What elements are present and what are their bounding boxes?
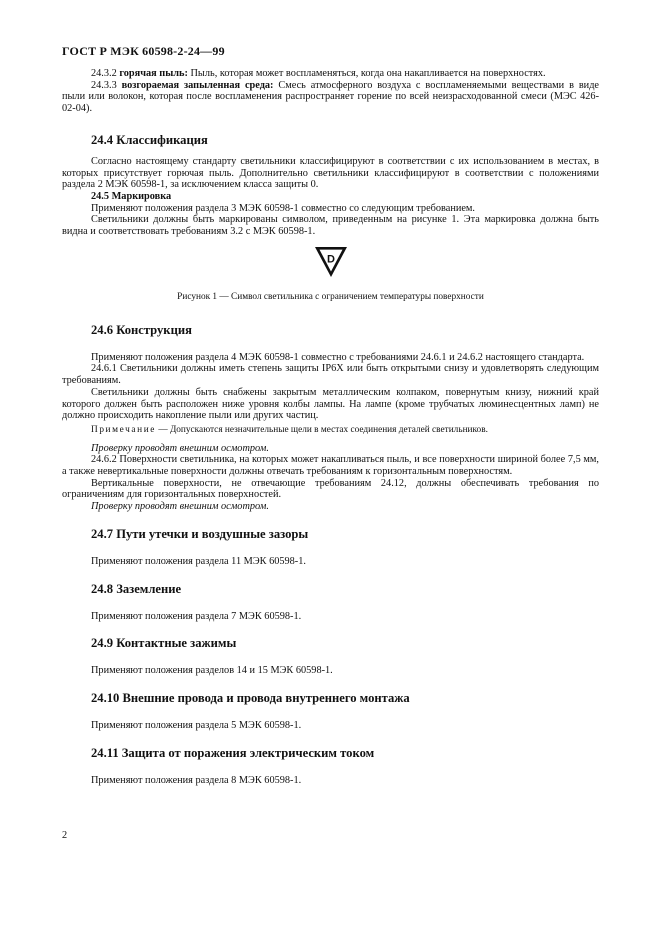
paragraph: Применяют положения раздела 8 МЭК 60598-1.	[91, 774, 302, 786]
page-content	[62, 68, 599, 786]
paragraph: Светильники должны быть маркированы символом, приведенным на рисунке 1. Эта маркировка должна быть видна и соответствовать требованиям 3.2 с МЭК 60598-1.	[62, 214, 599, 238]
figure-1	[62, 244, 599, 284]
page-number: 2	[62, 830, 68, 841]
paragraph: Вертикальные поверхности, не отвечающие требованиям 24.12, должны обеспечивать требования по ограничениям для горизонтальных поверхностей.	[62, 477, 599, 501]
paragraph: Применяют положения раздела 3 МЭК 60598-1 совместно со следующим требованием.	[91, 202, 476, 214]
paragraph: 24.6.2 Поверхности светильника, на которых может накапливаться пыль, и все поверхности шириной более 7,5 мм, а также невертикальные поверхности должны отвечать требованиям к горизонтальным поверхностям.	[62, 454, 599, 478]
standard-header: ГОСТ Р МЭК 60598-2-24—99	[62, 44, 225, 58]
clause-number: 24.3.2	[91, 68, 117, 79]
section-heading-24-6: 24.6 Конструкция	[91, 322, 192, 337]
temperature-limited-luminaire-icon	[314, 246, 348, 278]
definition: Пыль, которая может воспламеняться, когда она накапливается на поверхностях.	[190, 68, 546, 79]
section-heading-24-10: 24.10 Внешние провода и провода внутреннего монтажа	[91, 690, 410, 705]
check-method: Проверку проводят внешним осмотром.	[91, 442, 269, 454]
paragraph: Применяют положения разделов 14 и 15 МЭК 60598-1.	[91, 665, 333, 677]
paragraph: Применяют положения раздела 11 МЭК 60598-1.	[91, 555, 306, 567]
note	[62, 425, 599, 437]
section-heading-24-4: 24.4 Классификация	[91, 132, 208, 147]
clause-24-3-3	[62, 80, 599, 115]
check-method: Проверку проводят внешним осмотром.	[91, 501, 269, 513]
note-text: — Допускаются незначительные щели в местах соединения деталей светильников.	[156, 424, 488, 435]
section-heading-24-7: 24.7 Пути утечки и воздушные зазоры	[91, 526, 309, 541]
section-heading-24-8: 24.8 Заземление	[91, 581, 182, 596]
clause-number: 24.3.3	[91, 79, 117, 91]
paragraph: Применяют положения раздела 5 МЭК 60598-1.	[91, 719, 302, 731]
symbol-letter: D	[327, 253, 335, 266]
figure-caption: Рисунок 1 — Символ светильника с ограничением температуры поверхности	[177, 291, 484, 302]
term: возгораемая запыленная среда:	[121, 79, 274, 91]
term: горячая пыль:	[119, 68, 188, 79]
section-heading-24-5: 24.5 Маркировка	[91, 190, 172, 202]
section-heading-24-9: 24.9 Контактные зажимы	[91, 636, 237, 651]
paragraph: 24.6.1 Светильники должны иметь степень защиты IP6X или быть открытыми снизу и удовлетворять следующим требованиям.	[62, 363, 599, 387]
paragraph: Согласно настоящему стандарту светильники классифицируют в соответствии с их использованием в местах, в которых присутствует горючая пыль. Дополнительно светильники классифицируют в соответствии с положениями раздела 2 МЭК 60598-1, за исключением класса защиты 0.	[62, 155, 599, 191]
paragraph: Применяют положения раздела 4 МЭК 60598-1 совместно с требованиями 24.6.1 и 24.6.2 настоящего стандарта.	[91, 351, 585, 363]
section-heading-24-11: 24.11 Защита от поражения электрическим током	[91, 745, 375, 760]
clause-24-3-2	[62, 68, 599, 80]
note-label: Примечание	[91, 424, 156, 435]
definition: Смесь атмосферного воздуха с воспламеняемыми веществами в виде пыли или волокон, которая после воспламенения распространяет горение по всей неизрасходованной смеси (МЭС 426-02-04).	[62, 79, 600, 115]
paragraph: Применяют положения раздела 7 МЭК 60598-1.	[91, 610, 302, 622]
paragraph: Светильники должны быть снабжены закрытым металлическим колпаком, повернутым книзу, нижний край которого должен быть расположен ниже уровня колбы лампы. На лампе (кроме трубчатых люминесцентных ламп) не должно происходить накопление пыли или других частиц.	[62, 386, 599, 422]
